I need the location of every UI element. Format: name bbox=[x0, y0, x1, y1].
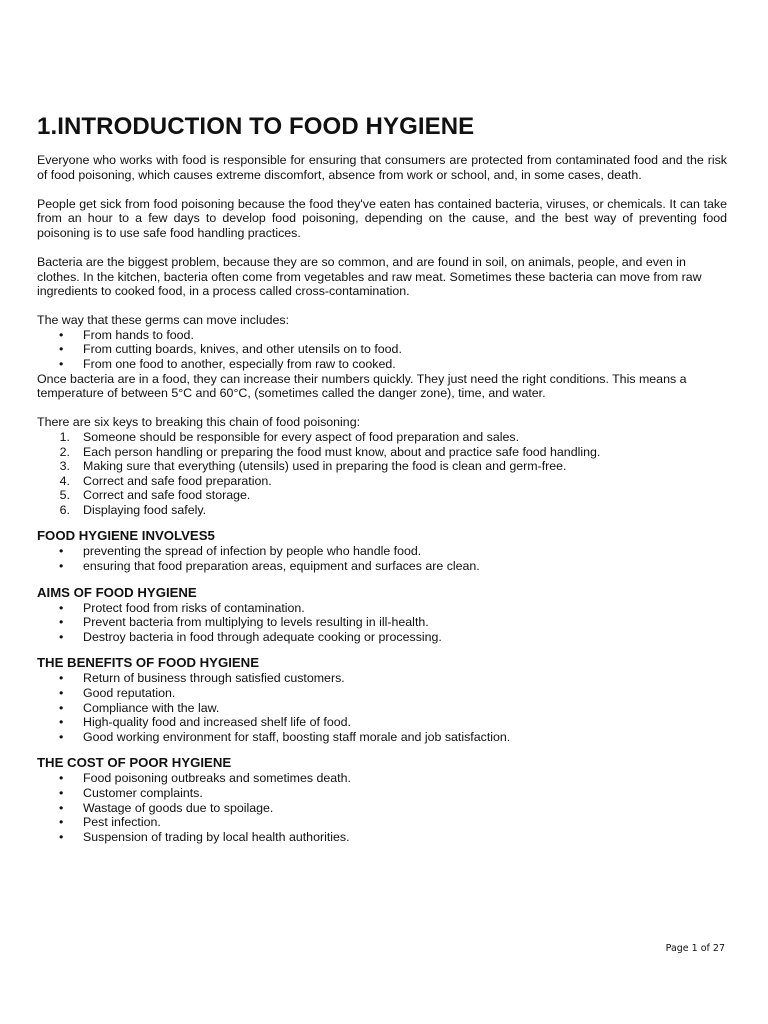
increase-paragraph: Once bacteria are in a food, they can increase their numbers quickly. They just need the right conditions. This means a temperature of between 5°C and 60°C, (sometimes called the danger zone), time, and water. bbox=[37, 371, 687, 401]
list-item: • Suspension of trading by local health authorities. bbox=[37, 830, 727, 845]
keys-intro: There are six keys to breaking this chain of food poisoning: bbox=[37, 415, 361, 430]
section-heading-cost: THE COST OF POOR HYGIENE bbox=[37, 755, 232, 771]
list-number: 6. bbox=[59, 502, 70, 517]
list-item: • Compliance with the law. bbox=[37, 701, 727, 716]
list-item: • Pest infection. bbox=[37, 815, 727, 830]
list-text: Making sure that everything (utensils) used in preparing the food is clean and germ-free. bbox=[83, 459, 567, 474]
list-item: • Wastage of goods due to spoilage. bbox=[37, 801, 727, 816]
list-text: Correct and safe food preparation. bbox=[83, 473, 272, 488]
germs-intro: The way that these germs can move includes: bbox=[37, 313, 290, 328]
list-item bbox=[37, 503, 727, 518]
list-item bbox=[37, 459, 727, 474]
list-item: • Customer complaints. bbox=[37, 786, 727, 801]
list-number: 2. bbox=[59, 444, 70, 459]
list-item: • preventing the spread of infection by people who handle food. bbox=[37, 544, 727, 559]
section-list-aims bbox=[37, 601, 727, 645]
list-item bbox=[37, 474, 727, 489]
list-item: • Good reputation. bbox=[37, 686, 727, 701]
list-number: 5. bbox=[59, 488, 70, 503]
list-text: Each person handling or preparing the food must know, about and practice safe food handling. bbox=[83, 444, 601, 459]
section-list-benefits bbox=[37, 671, 727, 744]
intro-paragraph-1: Everyone who works with food is responsible for ensuring that consumers are protected from contaminated food and the risk of food poisoning, which causes extreme discomfort, absence from work or school, and, in some cases, death. bbox=[37, 153, 727, 182]
list-item: • From cutting boards, knives, and other utensils on to food. bbox=[37, 342, 727, 357]
section-list-hygiene-involves bbox=[37, 544, 727, 573]
section-heading-hygiene-involves: FOOD HYGIENE INVOLVES5 bbox=[37, 528, 215, 544]
list-item: • ensuring that food preparation areas, equipment and surfaces are clean. bbox=[37, 559, 727, 574]
list-item: • Protect food from risks of contamination. bbox=[37, 601, 727, 616]
list-text: Someone should be responsible for every aspect of food preparation and sales. bbox=[83, 429, 520, 444]
intro-paragraph-3: Bacteria are the biggest problem, because they are so common, and are found in soil, on animals, people, and even in clothes. In the kitchen, bacteria often come from vegetables and raw meat. Sometimes these bacteria can move from raw ingredients to cooked food, in a process called cross-contamination. bbox=[37, 254, 702, 299]
list-item bbox=[37, 430, 727, 445]
list-item: • From hands to food. bbox=[37, 328, 727, 343]
list-item: • From one food to another, especially from raw to cooked. bbox=[37, 357, 727, 372]
list-number: 1. bbox=[59, 429, 70, 444]
page-title: 1.INTRODUCTION TO FOOD HYGIENE bbox=[37, 113, 475, 140]
list-item: • Destroy bacteria in food through adequate cooking or processing. bbox=[37, 630, 727, 645]
page-number: Page 1 of 27 bbox=[665, 943, 725, 954]
section-heading-aims: AIMS OF FOOD HYGIENE bbox=[37, 584, 197, 600]
intro-paragraph-2: People get sick from food poisoning because the food they've eaten has contained bacteria, viruses, or chemicals. It can take from an hour to a few days to develop food poisoning, depending on the cause, and the best way of preventing food poisoning is to use safe food handling practices. bbox=[37, 196, 727, 240]
keys-list bbox=[37, 430, 727, 518]
list-number: 3. bbox=[59, 459, 70, 474]
list-number: 4. bbox=[59, 473, 70, 488]
list-text: Displaying food safely. bbox=[83, 502, 207, 517]
list-item: • High-quality food and increased shelf life of food. bbox=[37, 715, 727, 730]
list-item: • Good working environment for staff, boosting staff morale and job satisfaction. bbox=[37, 730, 727, 745]
germs-list bbox=[37, 328, 727, 372]
list-text: Correct and safe food storage. bbox=[83, 488, 251, 503]
list-item bbox=[37, 445, 727, 460]
list-item: • Food poisoning outbreaks and sometimes death. bbox=[37, 771, 727, 786]
list-item bbox=[37, 488, 727, 503]
section-list-cost bbox=[37, 771, 727, 844]
section-heading-benefits: THE BENEFITS OF FOOD HYGIENE bbox=[37, 655, 260, 671]
document-body bbox=[37, 153, 727, 844]
list-item: • Prevent bacteria from multiplying to levels resulting in ill-health. bbox=[37, 615, 727, 630]
list-item: • Return of business through satisfied customers. bbox=[37, 671, 727, 686]
